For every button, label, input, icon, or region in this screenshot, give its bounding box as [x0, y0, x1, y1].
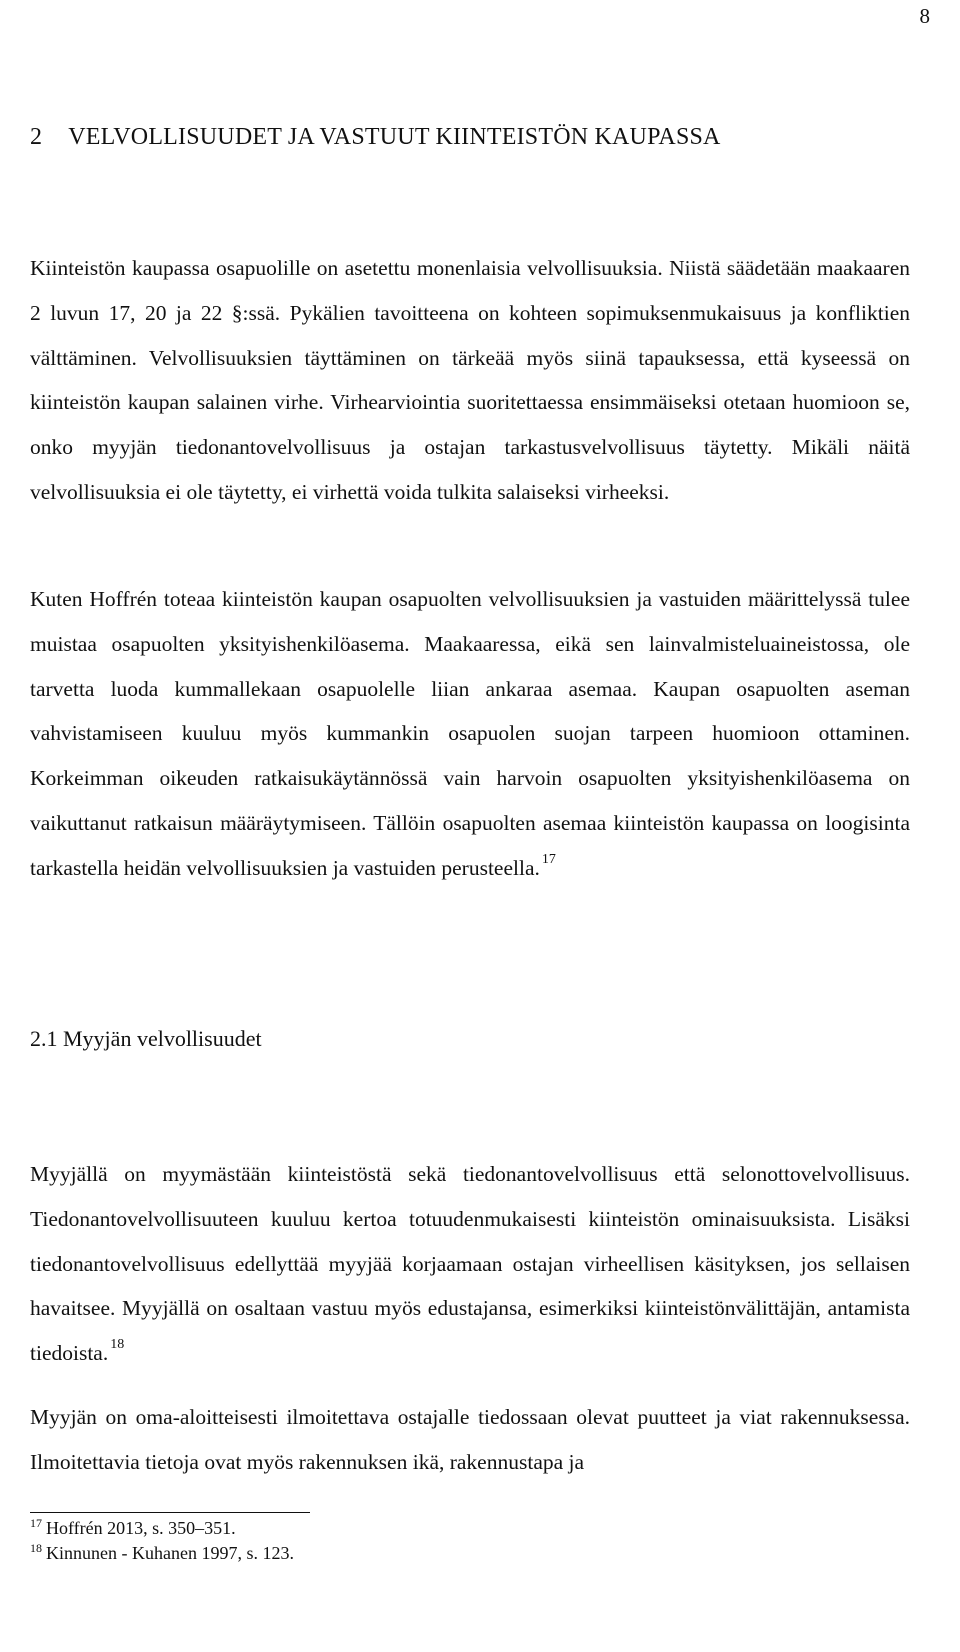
footnote-17 — [30, 1516, 910, 1541]
footnote-divider — [30, 1512, 310, 1513]
chapter-title: VELVOLLISUUDET JA VASTUUT KIINTEISTÖN KAUPASSA — [68, 124, 721, 150]
paragraph-text: Kiinteistön kaupassa osapuolille on asetettu monenlaisia velvollisuuksia. Niistä säädetään maakaaren 2 luvun 17, 20 ja 22 §:ssä. Pykälien tavoitteena on kohteen sopimuksenmukaisuus ja konfliktien välttäminen. Velvollisuuksien täyttäminen on tärkeää myös siinä tapauksessa, että kyseessä on kiinteistön kaupan salainen virhe. Virhearviointia suoritettaessa ensimmäiseksi otetaan huomioon se, onko myyjän tiedonantovelvollisuus ja ostajan tarkastusvelvollisuus täytetty. Mikäli näitä velvollisuuksia ei ole täytetty, ei virhettä voida tulkita salaiseksi virheeksi. — [30, 256, 910, 504]
footnote-text: Kinnunen - Kuhanen 1997, s. 123. — [46, 1543, 294, 1563]
paragraph-obligations-intro — [30, 246, 910, 515]
footnote-number: 17 — [30, 1516, 42, 1530]
footnote-text: Hoffrén 2013, s. 350–351. — [46, 1518, 236, 1538]
paragraph-seller-duties — [30, 1152, 910, 1376]
footnote-number: 18 — [30, 1541, 42, 1555]
footnote-18 — [30, 1541, 910, 1566]
paragraph-hoffren — [30, 577, 910, 891]
paragraph-text: Myyjällä on myymästään kiinteistöstä sekä tiedonantovelvollisuus että selonottovelvollisuus. Tiedonantovelvollisuuteen kuuluu kertoa totuudenmukaisesti kiinteistön ominaisuuksista. Lisäksi tiedonantovelvollisuus edellyttää myyjää korjaamaan ostajan virheellisen käsityksen, jos sellaisen havaitsee. Myyjällä on osaltaan vastuu myös edustajansa, esimerkiksi kiinteistönvälittäjän, antamista tiedoista. — [30, 1162, 910, 1366]
footnotes — [30, 1516, 910, 1566]
chapter-heading — [30, 124, 721, 151]
page-number: 8 — [919, 4, 930, 28]
chapter-number: 2 — [30, 124, 43, 150]
paragraph-text: Kuten Hoffrén toteaa kiinteistön kaupan osapuolten velvollisuuksien ja vastuiden määrittelyssä tulee muistaa osapuolten yksityishenkilöasema. Maakaaressa, eikä sen lainvalmisteluaineistossa, ole tarvetta luoda kummallekaan osapuolelle liian ankaraa asemaa. Kaupan osapuolten aseman vahvistamiseen kuuluu myös kummankin osapuolen suojan tarpeen huomioon ottaminen. Korkeimman oikeuden ratkaisukäytännössä vain harvoin osapuolten yksityishenkilöasema on vaikuttanut ratkaisun määräytymiseen. Tällöin osapuolten asemaa kiinteistön kaupassa on loogisinta tarkastella heidän velvollisuuksien ja vastuiden perusteella. — [30, 587, 910, 880]
section-heading: 2.1 Myyjän velvollisuudet — [30, 1026, 262, 1051]
paragraph-defects — [30, 1395, 910, 1485]
footnote-ref: 18 — [110, 1337, 125, 1353]
paragraph-text: Myyjän on oma-aloitteisesti ilmoitettava ostajalle tiedossaan olevat puutteet ja viat rakennuksessa. Ilmoitettavia tietoja ovat myös rakennuksen ikä, rakennustapa ja — [30, 1405, 910, 1474]
footnote-ref: 17 — [541, 851, 556, 867]
